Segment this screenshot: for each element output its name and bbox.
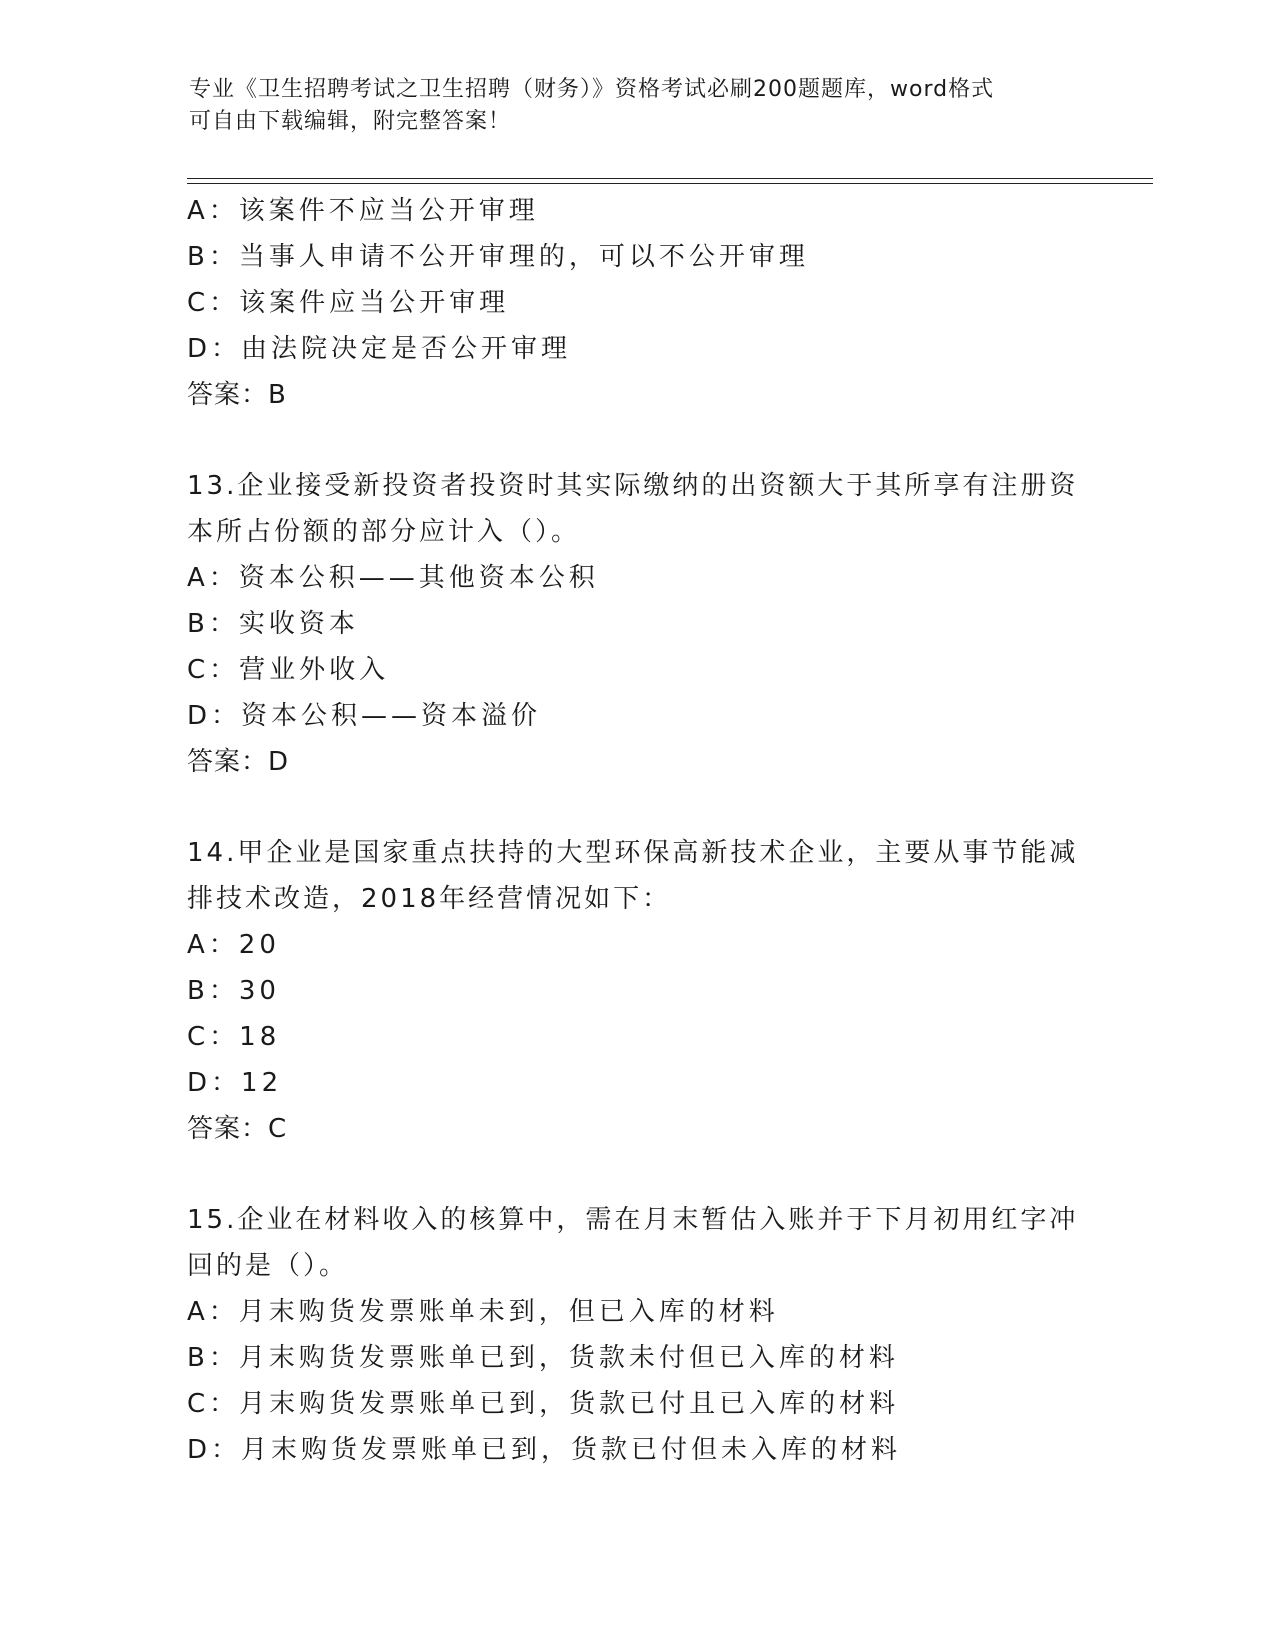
- option-b: B：30: [187, 976, 280, 1006]
- option-d: D：资本公积——资本溢价: [187, 701, 542, 731]
- question-15: [187, 1197, 1087, 1473]
- question-stem-continued: 本所占份额的部分应计入（）。: [187, 517, 581, 547]
- header-divider-top: [187, 178, 1153, 179]
- question-stem: 15.企业在材料收入的核算中，需在月末暂估入账并于下月初用红字冲: [187, 1205, 1079, 1235]
- question-stem: 13.企业接受新投资者投资时其实际缴纳的出资额大于其所享有注册资: [187, 471, 1079, 501]
- option-a: A：资本公积——其他资本公积: [187, 563, 599, 593]
- answer: 答案：D: [187, 747, 290, 777]
- header-title-line-2: 可自由下载编辑，附完整答案！: [189, 109, 512, 134]
- option-b: B：当事人申请不公开审理的，可以不公开审理: [187, 242, 809, 272]
- answer: 答案：B: [187, 380, 287, 410]
- option-c: C：该案件应当公开审理: [187, 288, 510, 318]
- question-stem: 14.甲企业是国家重点扶持的大型环保高新技术企业，主要从事节能减: [187, 838, 1079, 868]
- option-a: A：月末购货发票账单未到，但已入库的材料: [187, 1297, 779, 1327]
- question-14: [187, 830, 1087, 1152]
- question-12-continued: [187, 188, 1087, 418]
- header-divider-bottom: [187, 183, 1153, 184]
- option-d: D：由法院决定是否公开审理: [187, 334, 572, 364]
- option-a: A：该案件不应当公开审理: [187, 196, 539, 226]
- option-d: D：12: [187, 1068, 283, 1098]
- question-13: [187, 463, 1087, 785]
- question-stem-continued: 排技术改造，2018年经营情况如下：: [187, 884, 672, 914]
- option-b: B：实收资本: [187, 609, 359, 639]
- option-c: C：18: [187, 1022, 281, 1052]
- option-b: B：月末购货发票账单已到，货款未付但已入库的材料: [187, 1343, 899, 1373]
- document-header: [189, 74, 1089, 138]
- question-list: [187, 188, 1087, 1473]
- option-d: D：月末购货发票账单已到，货款已付但未入库的材料: [187, 1435, 902, 1465]
- option-c: C：营业外收入: [187, 655, 390, 685]
- option-c: C：月末购货发票账单已到，货款已付且已入库的材料: [187, 1389, 900, 1419]
- header-title-line-1: 专业《卫生招聘考试之卫生招聘（财务）》资格考试必刷200题题库，word格式: [189, 77, 995, 102]
- answer: 答案：C: [187, 1114, 288, 1144]
- question-stem-continued: 回的是（）。: [187, 1251, 349, 1281]
- option-a: A：20: [187, 930, 280, 960]
